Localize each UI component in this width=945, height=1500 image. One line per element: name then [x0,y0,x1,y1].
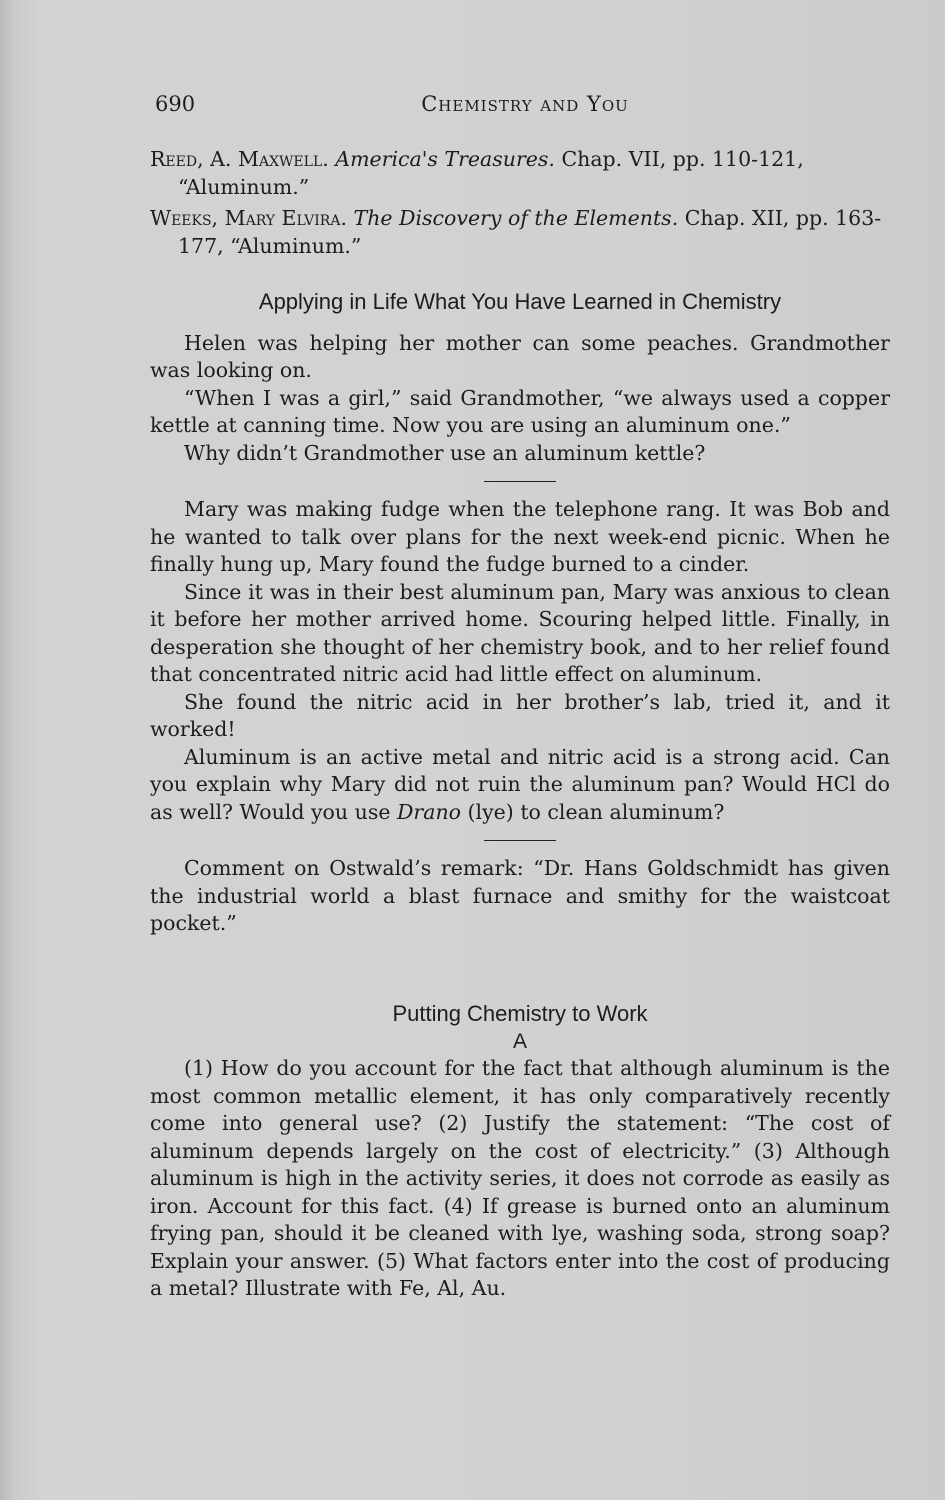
reference-title: America's Treasures. [335,147,555,171]
paragraph: She found the nitric acid in her brother’s lab, tried it, and it worked! [150,689,890,741]
reference-entry [150,146,890,201]
subheading-a: A [512,1029,527,1053]
applying-section [150,288,890,938]
putting-section [150,1000,890,1303]
references-list [150,146,890,260]
questions-paragraph: (1) How do you account for the fact that although aluminum is the most common metallic element, it has only comparatively recently come into general use? (2) Justify the statement: “The cost of aluminum depends largely on the cost of electricity.” (3) Although aluminum is high in the activity series, it does not corrode as easily as iron. Account for this fact. (4) If grease is burned onto an aluminum frying pan, should it be cleaned with lye, washing soda, strong soap? Explain your answer. (5) What factors enter into the cost of producing a metal? Illustrate with Fe, Al, Au. [150,1056,890,1300]
paragraph: “When I was a girl,” said Grandmother, “we always used a copper kettle at canning time. Now you are using an aluminum one.” [150,385,890,437]
reference-title: The Discovery of the Elements. [353,206,679,230]
product-name: Drano [397,799,462,824]
text-run: (lye) to clean aluminum? [461,799,725,824]
running-head: Chemistry and You [421,92,629,116]
reference-entry [150,205,890,260]
page-header [155,92,895,122]
section-heading-putting: Putting Chemistry to Work [392,1001,648,1026]
reference-author: Reed, A. Maxwell. [150,147,329,171]
paragraph: Mary was making fudge when the telephone rang. It was Bob and he wanted to talk over plans for the next week-end picnic. When he finally hung up, Mary found the fudge burned to a cinder. [150,497,890,576]
paragraph: Comment on Ostwald’s remark: “Dr. Hans Goldschmidt has given the industrial world a blast furnace and smithy for the waistcoat pocket.” [150,856,890,935]
reference-details: Chap. XII, pp. 163-177, “Aluminum.” [178,206,882,258]
reference-details: Chap. VII, pp. 110-121, “Aluminum.” [178,147,804,199]
text-run: Aluminum is an active metal and nitric acid is a strong acid. Can you explain why Mary did not ruin the aluminum pan? Would HCl do as well? Would you use [150,744,890,824]
section-heading-applying: Applying in Life What You Have Learned in Chemistry [258,289,782,314]
paragraph: Why didn’t Grandmother use an aluminum kettle? [184,440,706,465]
paragraph [150,744,890,827]
page-number: 690 [155,92,196,116]
reference-author: Weeks, Mary Elvira. [150,206,347,230]
paragraph: Since it was in their best aluminum pan, Mary was anxious to clean it before her mother arrived home. Scouring helped little. Finally, in desperation she thought of her chemistry book, and to her relief found that concentrated nitric acid had little effect on aluminum. [150,579,890,686]
paragraph: Helen was helping her mother can some peaches. Grandmother was looking on. [150,330,890,382]
